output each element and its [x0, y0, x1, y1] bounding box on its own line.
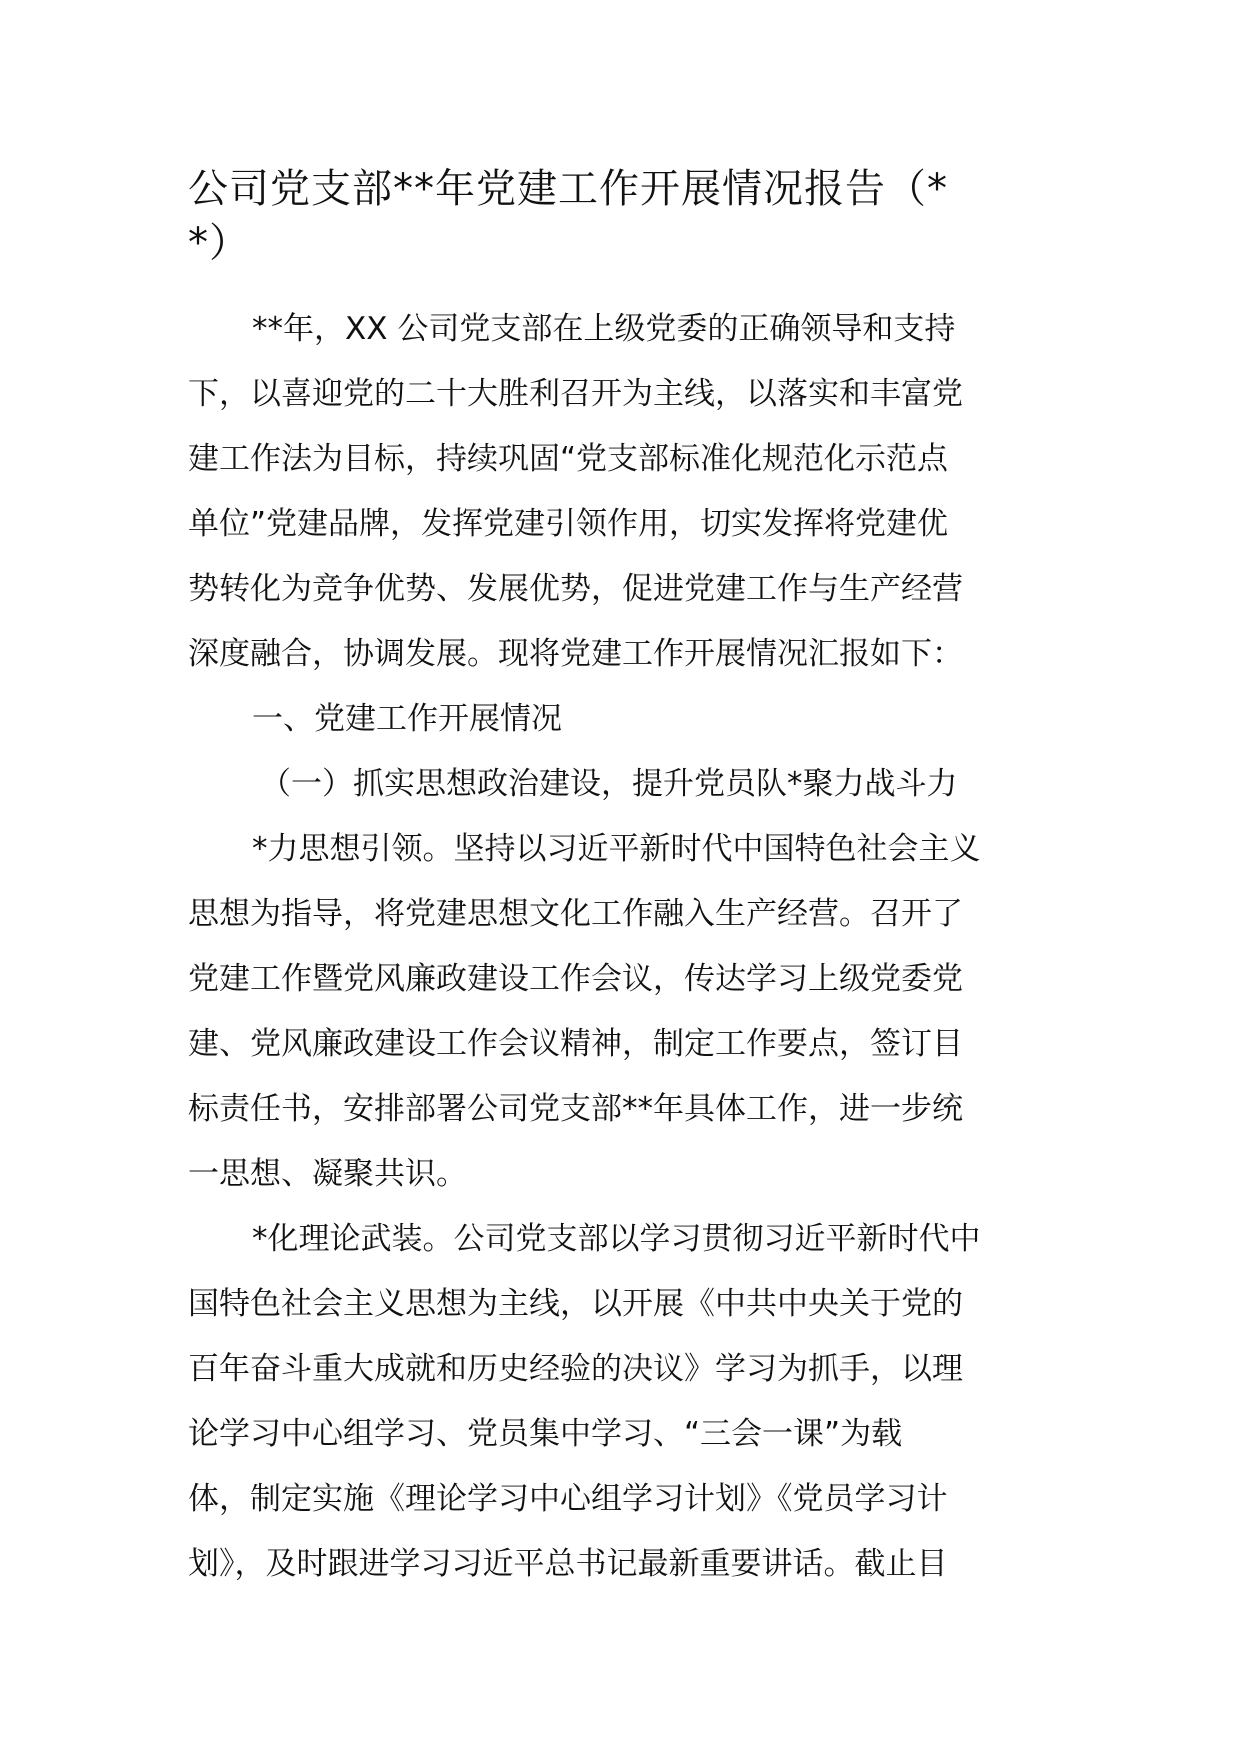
- body-line: 标责任书，安排部署公司党支部**年具体工作，进一步统: [188, 1091, 963, 1127]
- body-line: 论学习中心组学习、党员集中学习、“三会一课”为载: [188, 1416, 903, 1452]
- body-line: 一思想、凝聚共识。: [188, 1156, 467, 1192]
- section-heading: 一、党建工作开展情况: [252, 701, 562, 737]
- document-title: [188, 162, 1068, 270]
- document-body: [188, 297, 1068, 1597]
- body-line: 党建工作暨党风廉政建设工作会议，传达学习上级党委党: [188, 961, 963, 997]
- body-line: 国特色社会主义思想为主线，以开展《中共中央关于党的: [188, 1286, 963, 1322]
- subsection-heading: （一）抓实思想政治建设，提升党员队*聚力战斗力: [260, 766, 958, 802]
- body-line: 深度融合，协调发展。现将党建工作开展情况汇报如下：: [188, 636, 963, 672]
- title-line-1: 公司党支部**年党建工作开展情况报告（*: [188, 166, 948, 212]
- body-line: 下，以喜迎党的二十大胜利召开为主线，以落实和丰富党: [188, 376, 963, 412]
- body-line: *化理论武装。公司党支部以学习贯彻习近平新时代中: [252, 1221, 981, 1257]
- body-line: **年，XX 公司党支部在上级党委的正确领导和支持: [252, 311, 956, 347]
- body-line: *力思想引领。坚持以习近平新时代中国特色社会主义: [252, 831, 981, 867]
- body-line: 单位”党建品牌，发挥党建引领作用，切实发挥将党建优: [188, 506, 949, 542]
- body-line: 体，制定实施《理论学习中心组学习计划》《党员学习计: [188, 1481, 948, 1517]
- body-line: 建、党风廉政建设工作会议精神，制定工作要点，签订目: [188, 1026, 963, 1062]
- body-line: 建工作法为目标，持续巩固“党支部标准化规范化示范点: [188, 441, 949, 477]
- body-line: 百年奋斗重大成就和历史经验的决议》学习为抓手，以理: [188, 1351, 963, 1387]
- body-line: 划》，及时跟进学习习近平总书记最新重要讲话。截止目: [188, 1546, 948, 1582]
- body-line: 思想为指导，将党建思想文化工作融入生产经营。召开了: [188, 896, 963, 932]
- body-line: 势转化为竞争优势、发展优势，促进党建工作与生产经营: [188, 571, 963, 607]
- title-line-2: *）: [188, 220, 250, 266]
